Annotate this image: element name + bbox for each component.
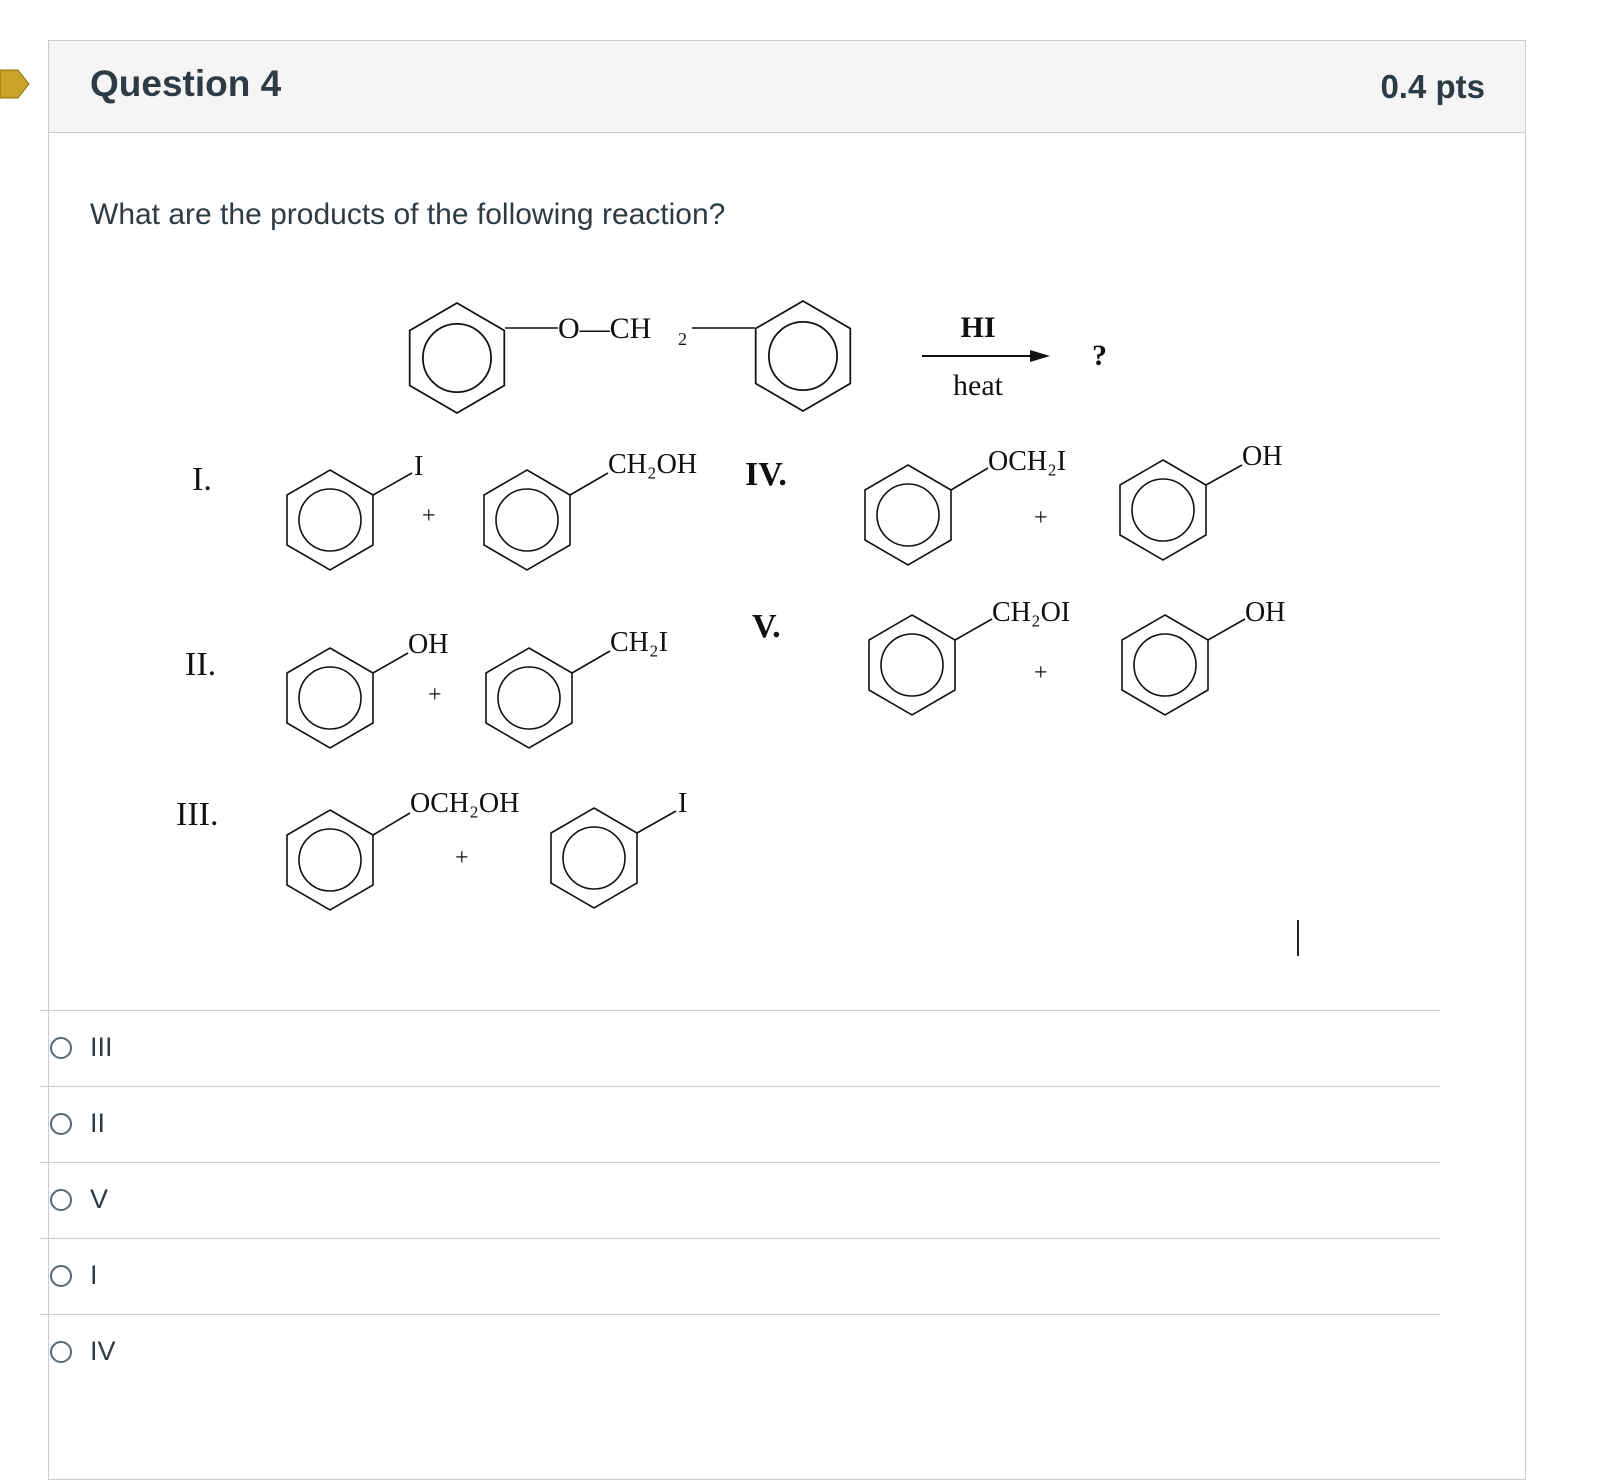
option-group: OCH₂I: [988, 446, 1067, 477]
benzene-ring-icon: [410, 303, 505, 413]
reagent-label: HI: [960, 311, 996, 344]
option-label: IV.: [745, 456, 787, 493]
reactant-subscript: 2: [678, 329, 687, 349]
answer-option[interactable]: [40, 1238, 1440, 1314]
benzene-ring-icon: [865, 465, 951, 565]
option-group: I: [678, 788, 688, 819]
condition-label: heat: [953, 369, 1003, 402]
benzene-ring-icon: [287, 470, 373, 570]
answer-option[interactable]: [40, 1010, 1440, 1086]
reactant-linker: O—CH: [558, 312, 652, 345]
answer-label: II: [90, 1108, 106, 1138]
plus-sign: +: [1034, 660, 1048, 686]
option-group: CH₂OH: [608, 449, 698, 480]
option-group: I: [414, 451, 424, 482]
option-group: CH₂I: [610, 627, 668, 658]
benzene-ring-icon: [486, 648, 572, 748]
option-label: I.: [192, 461, 212, 498]
answer-option[interactable]: [40, 1162, 1440, 1238]
benzene-ring-icon: [287, 810, 373, 910]
plus-sign: +: [428, 682, 442, 708]
benzene-ring-icon: [287, 648, 373, 748]
option-group: OH: [408, 629, 449, 660]
benzene-ring-icon: [869, 615, 955, 715]
question-text: What are the products of the following reaction?: [90, 198, 726, 231]
option-group: CH₂OI: [992, 597, 1071, 628]
plus-sign: +: [422, 503, 436, 529]
benzene-ring-icon: [484, 470, 570, 570]
answer-option[interactable]: [40, 1314, 1440, 1390]
benzene-ring-icon: [551, 808, 637, 908]
plus-sign: +: [455, 845, 469, 871]
option-label: II.: [185, 646, 217, 683]
benzene-ring-icon: [756, 301, 851, 411]
option-label: V.: [752, 608, 781, 645]
radio-button[interactable]: [50, 1037, 72, 1059]
option-label: III.: [176, 796, 219, 833]
reaction-diagram: [100, 255, 1400, 975]
answer-list: [40, 1010, 1440, 1390]
question-points: 0.4 pts: [1380, 68, 1485, 105]
bookmark-flag-icon[interactable]: [0, 68, 30, 100]
benzene-ring-icon: [1122, 615, 1208, 715]
plus-sign: +: [1034, 505, 1048, 531]
radio-button[interactable]: [50, 1189, 72, 1211]
radio-button[interactable]: [50, 1265, 72, 1287]
reaction-figure: [100, 255, 1400, 975]
radio-button[interactable]: [50, 1113, 72, 1135]
question-header: [49, 41, 1525, 133]
option-group: OH: [1242, 441, 1283, 472]
option-group: OH: [1245, 597, 1286, 628]
answer-label: V: [90, 1184, 109, 1214]
benzene-ring-icon: [1120, 460, 1206, 560]
unknown-product: ?: [1092, 339, 1107, 372]
answer-label: III: [90, 1032, 113, 1062]
answer-option[interactable]: [40, 1086, 1440, 1162]
answer-label: IV: [90, 1336, 116, 1366]
question-title: Question 4: [90, 63, 282, 104]
radio-button[interactable]: [50, 1341, 72, 1363]
answer-label: I: [90, 1260, 98, 1290]
option-group: OCH₂OH: [410, 788, 520, 819]
text-cursor: [1297, 920, 1299, 956]
